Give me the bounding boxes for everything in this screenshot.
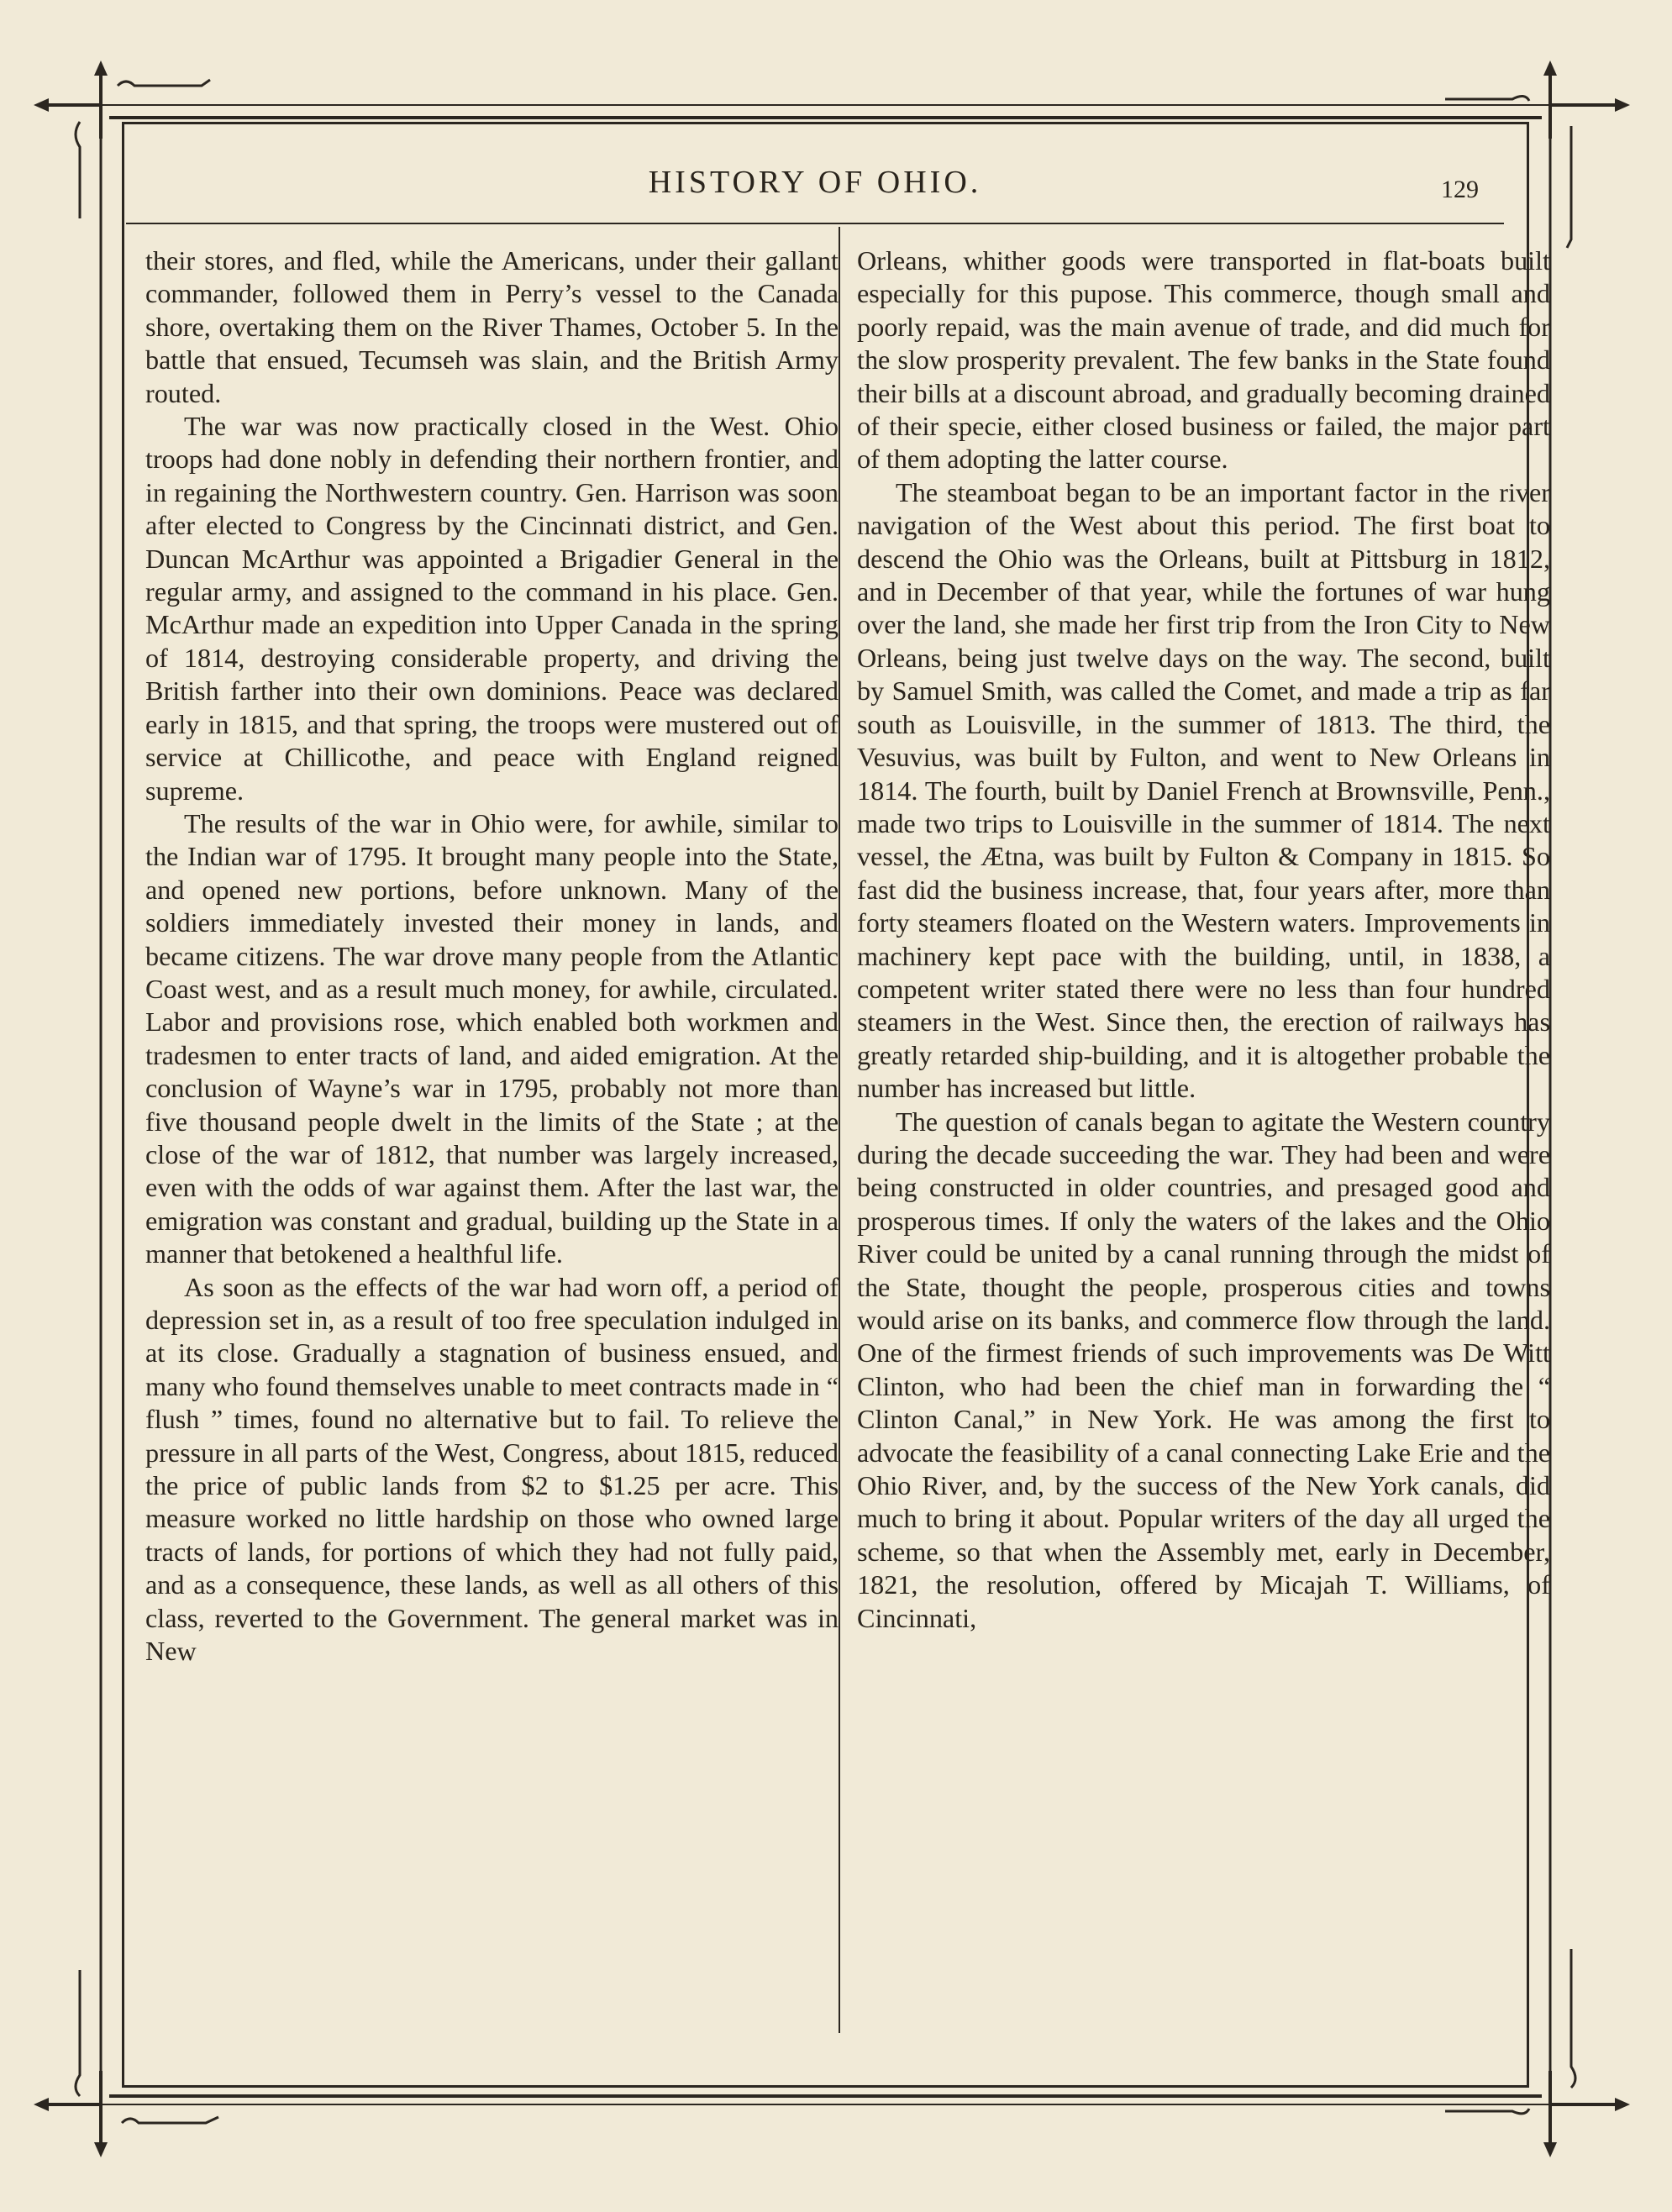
paragraph: The steamboat began to be an important factor in the river navigation of the West about this period. The first boat to descend the Ohio was the Orleans, built at Pittsburg in 1812, and in December of that year, while the fortunes of war hung over the land, she made her first trip from the Iron City to New Orleans, being just twelve days on the way. The second, built by Samuel Smith, was called the Comet, and made a trip as far south as Louisville, in the summer of 1813. The third, the Vesuvius, was built by Fulton, and went to New Orleans in 1814. The fourth, built by Daniel French at Brownsville, Penn., made two trips to Louisville in the summer of 1814. The next vessel, the Ætna, was built by Fulton & Company in 1815. So fast did the business increase, that, four years after, more than forty steamers floated on the Western waters. Improvements in machinery kept pace with the building, until, in 1838, a competent writer stated there were no less than four hundred steamers in the West. Since then, the erection of railways has greatly retarded ship-building, and it is altogether probable the number has increased but little. [857, 476, 1550, 1104]
page-number: 129 [1441, 176, 1479, 203]
paragraph: The question of canals began to agitate the Western country during the decade succeeding the war. They had been and were being constructed in older countries, and presaged good and prosperous times. If only the waters of the lakes and the Ohio River could be united by a canal running through the midst of the State, thought the people, prosperous cities and towns would arise on its banks, and commerce flow through the land. One of the firmest friends of such improvements was De Witt Clinton, who had been the chief man in forwarding the “ Clinton Canal,” in New York. He was among the first to advocate the feasibility of a canal connecting Lake Erie and the Ohio River, and, by the success of the New York canals, did much to bring it about. Popular writers of the day all urged the scheme, so that when the Assembly met, early in December, 1821, the resolution, offered by Micajah T. Williams, of Cincinnati, [857, 1106, 1550, 1633]
running-title: HISTORY OF OHIO. [648, 165, 982, 200]
paragraph: The results of the war in Ohio were, for awhile, similar to the Indian war of 1795. It brought many people into the State, and opened new portions, before unknown. Many of the soldiers immediately invested their money in lands, and became citizens. The war drove many people from the Atlantic Coast west, and as a result much money, for awhile, circulated. Labor and provisions rose, which enabled both workmen and tradesmen to enter tracts of land, and aided emigration. At the conclusion of Wayne’s war in 1795, probably not more than five thousand people dwelt in the limits of the State ; at the close of the war of 1812, that number was largely increased, even with the odds of war against them. After the last war, the emigration was constant and gradual, building up the State in a manner that betokened a healthful life. [145, 807, 839, 1269]
right-column [857, 244, 1550, 1635]
paragraph: Orleans, whither goods were transported in flat-boats built especially for this pupose. This commerce, though small and poorly repaid, was the main avenue of trade, and did much for the slow prosperity prevalent. The few banks in the State found their bills at a discount abroad, and gradually becoming drained of their specie, either closed business or failed, the major part of them adopting the latter course. [857, 245, 1550, 475]
left-column [145, 244, 839, 1668]
paragraph: As soon as the effects of the war had worn off, a period of depression set in, as a result of too free speculation indulged in at its close. Gradually a stagnation of business ensued, and many who found themselves unable to meet contracts made in “ flush ” times, found no alternative but to fail. To relieve the pressure in all parts of the West, Congress, about 1815, reduced the price of public lands from $2 to $1.25 per acre. This measure worked no little hardship on those who owned large tracts of lands, for portions of which they had not fully paid, and as a consequence, these lands, as well as all others of this class, reverted to the Government. The general market was in New [145, 1271, 839, 1667]
page-header [126, 164, 1504, 224]
column-divider [839, 227, 840, 2033]
paragraph: The war was now practically closed in the West. Ohio troops had done nobly in defending their northern frontier, and in regaining the Northwestern country. Gen. Harrison was soon after elected to Congress by the Cincinnati district, and Gen. Duncan McArthur was appointed a Brigadier General in the regular army, and assigned to the command in his place. Gen. McArthur made an expedition into Upper Canada in the spring of 1814, destroying considerable property, and driving the British farther into their own dominions. Peace was declared early in 1815, and that spring, the troops were mustered out of service at Chillicothe, and peace with England reigned supreme. [145, 411, 839, 806]
paragraph: their stores, and fled, while the Americans, under their gallant commander, followed them in Perry’s vessel to the Canada shore, overtaking them on the River Thames, October 5. In the battle that ensued, Tecumseh was slain, and the British Army routed. [145, 245, 839, 408]
